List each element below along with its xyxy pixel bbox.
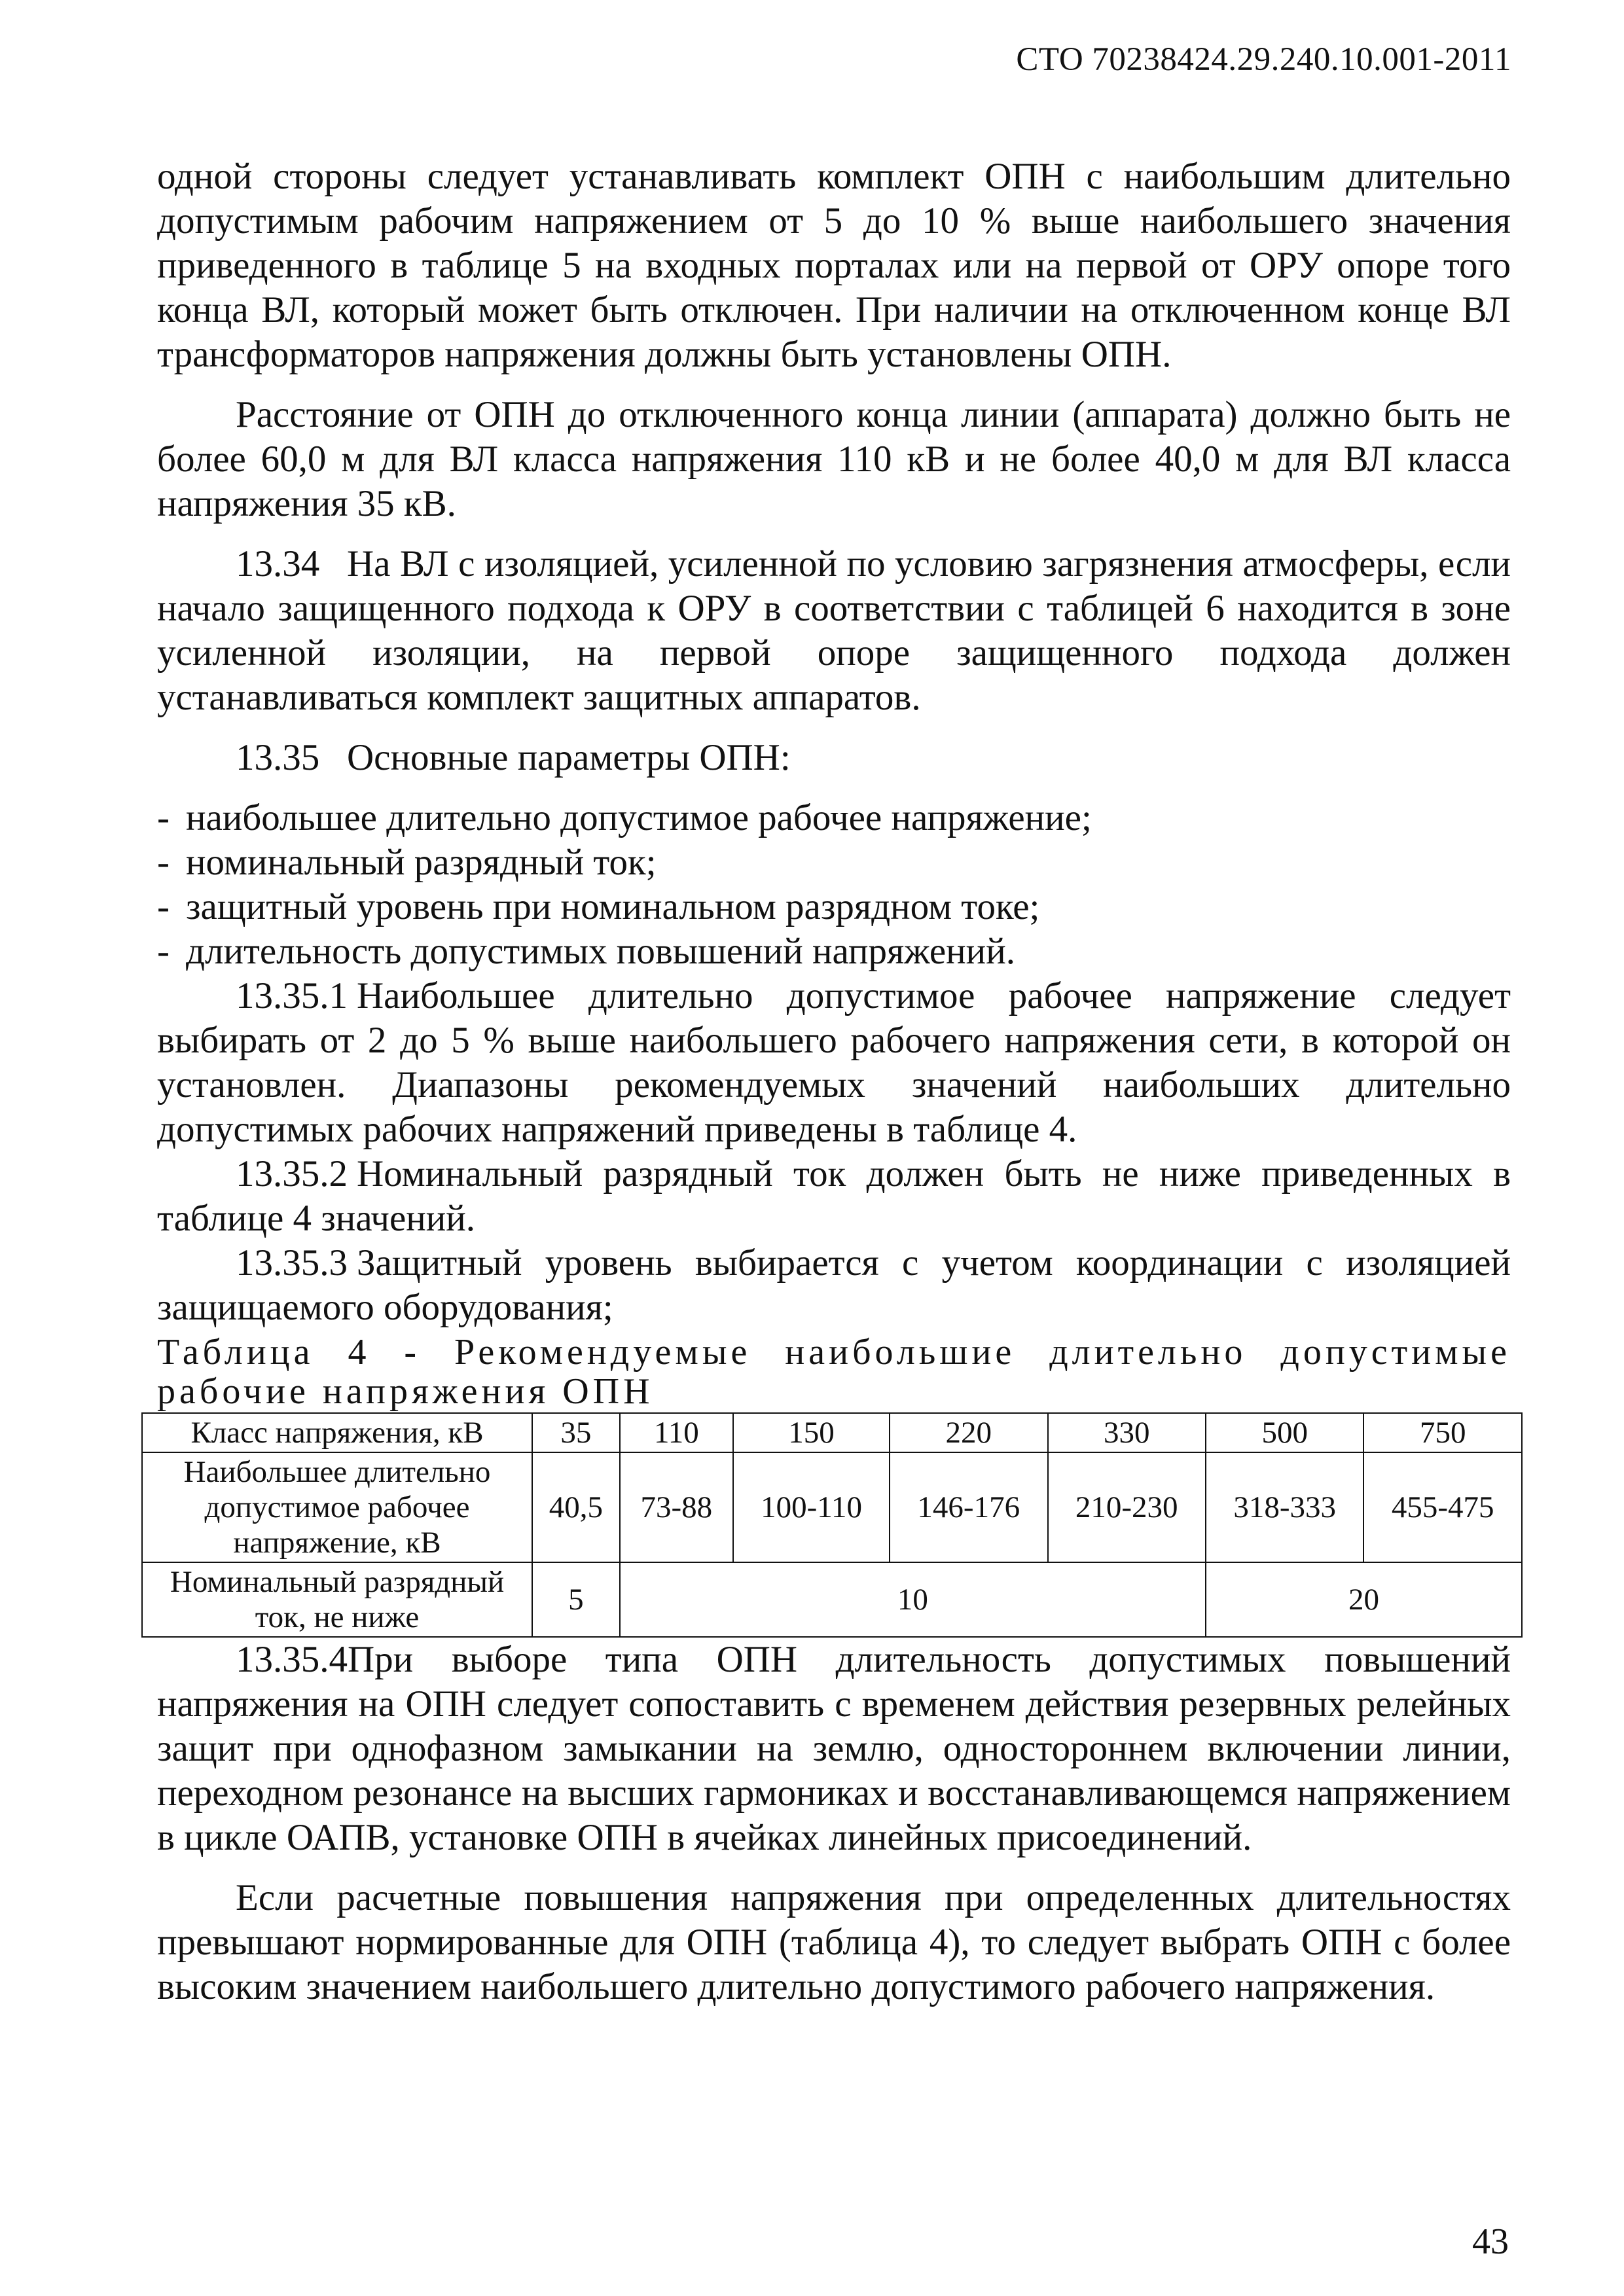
table-cell: 20 xyxy=(1206,1562,1522,1637)
table-cell: 10 xyxy=(620,1562,1206,1637)
table-cell: 455-475 xyxy=(1363,1452,1522,1562)
list-dash: - xyxy=(157,931,170,972)
paragraph-opn-installation: одной стороны следует устанавливать комплект ОПН с наибольшим длительно допустимым рабочим напряжением от 5 до 10 % выше наибольшего значения приведенного в таблице 5 на входных порталах или на первой от ОРУ опоре того конца ВЛ, который может быть отключен. При наличии на отключенном конце ВЛ трансформаторов напряжения должны быть установлены ОПН. xyxy=(157,156,1511,375)
row-label: Наибольшее длительно допустимое рабочее напряжение, кВ xyxy=(142,1452,532,1562)
table-cell: 210-230 xyxy=(1048,1452,1206,1562)
clause-number: 13.35.3 xyxy=(236,1242,348,1283)
row-label: Номинальный разрядный ток, не ниже xyxy=(142,1562,532,1637)
table-caption: Таблица 4 - Рекомендуемые наибольшие длительно допустимые рабочие напряжения ОПН xyxy=(157,1332,1511,1412)
clause-text: На ВЛ с изоляцией, усиленной по условию загрязнения атмосферы, если начало защищенного подхода к ОРУ в соответствии с таблицей 6 находится в зоне усиленной изоляции, на первой опоре защищенного подхода должен устанавливаться комплект защитных аппаратов. xyxy=(157,543,1511,718)
clause-text: Защитный уровень выбирается с учетом координации с изоляцией защищаемого оборудования; xyxy=(157,1242,1511,1328)
paragraph-13-35-3 xyxy=(157,1241,1511,1330)
page-number: 43 xyxy=(1472,2221,1509,2262)
list-item: - номинальный разрядный ток; xyxy=(157,840,1511,885)
clause-number: 13.35.2 xyxy=(236,1153,348,1194)
paragraph-13-34 xyxy=(157,542,1511,720)
row-label: Класс напряжения, кВ xyxy=(142,1413,532,1452)
table-cell: 73-88 xyxy=(620,1452,733,1562)
list-item: - защитный уровень при номинальном разрядном токе; xyxy=(157,885,1511,929)
table-cell: 318-333 xyxy=(1206,1452,1363,1562)
paragraph-13-35 xyxy=(157,736,1511,780)
table-cell: 150 xyxy=(733,1413,890,1452)
list-item: - длительность допустимых повышений напряжений. xyxy=(157,929,1511,974)
table-cell: 40,5 xyxy=(532,1452,620,1562)
table-4 xyxy=(141,1412,1523,1638)
document-code: СТО 70238424.29.240.10.001-2011 xyxy=(1016,41,1511,78)
paragraph-13-35-4 xyxy=(157,1638,1511,1860)
clause-number: 13.35.1 xyxy=(236,975,348,1016)
table-cell: 5 xyxy=(532,1562,620,1637)
table-cell: 146-176 xyxy=(890,1452,1047,1562)
paragraph-distance: Расстояние от ОПН до отключенного конца линии (аппарата) должно быть не более 60,0 м для ВЛ класса напряжения 110 кВ и не более 40,0 м для ВЛ класса напряжения 35 кВ. xyxy=(157,394,1511,524)
clause-text: Основные параметры ОПН: xyxy=(347,737,791,778)
clause-number: 13.35.4 xyxy=(236,1639,348,1680)
list-dash: - xyxy=(157,797,170,838)
list-item: - наибольшее длительно допустимое рабочее напряжение; xyxy=(157,796,1511,840)
clause-text: Наибольшее длительно допустимое рабочее напряжение следует выбирать от 2 до 5 % выше наибольшего рабочего напряжения сети, в которой он установлен. Диапазоны рекомендуемых значений наибольших длительно допустимых рабочих напряжений приведены в таблице 4. xyxy=(157,975,1511,1150)
table-cell: 220 xyxy=(890,1413,1047,1452)
table-cell: 750 xyxy=(1363,1413,1522,1452)
table-cell: 500 xyxy=(1206,1413,1363,1452)
clause-text: Номинальный разрядный ток должен быть не ниже приведенных в таблице 4 значений. xyxy=(157,1153,1511,1239)
paragraph-13-35-1 xyxy=(157,974,1511,1152)
table-cell: 35 xyxy=(532,1413,620,1452)
table-row xyxy=(142,1562,1522,1637)
table-cell: 330 xyxy=(1048,1413,1206,1452)
table-row xyxy=(142,1413,1522,1452)
page-body xyxy=(157,154,1511,2009)
clause-number: 13.35 xyxy=(236,737,320,778)
clause-number: 13.34 xyxy=(236,543,320,584)
parameters-list xyxy=(157,796,1511,974)
list-dash: - xyxy=(157,886,170,927)
paragraph-13-35-2 xyxy=(157,1152,1511,1241)
list-dash: - xyxy=(157,842,170,883)
table-row xyxy=(142,1452,1522,1562)
table-cell: 110 xyxy=(620,1413,733,1452)
table-cell: 100-110 xyxy=(733,1452,890,1562)
clause-text: При выборе типа ОПН длительность допустимых повышений напряжения на ОПН следует сопоставить с временем действия резервных релейных защит при однофазном замыкании на землю, одностороннем включении линии, переходном резонансе на высших гармониках и восстанавливающемся напряжением в цикле ОАПВ, установке ОПН в ячейках линейных присоединений. xyxy=(157,1639,1511,1858)
paragraph-overvoltage: Если расчетные повышения напряжения при определенных длительностях превышают нормированные для ОПН (таблица 4), то следует выбрать ОПН с более высоким значением наибольшего длительно допустимого рабочего напряжения. xyxy=(157,1877,1511,2007)
